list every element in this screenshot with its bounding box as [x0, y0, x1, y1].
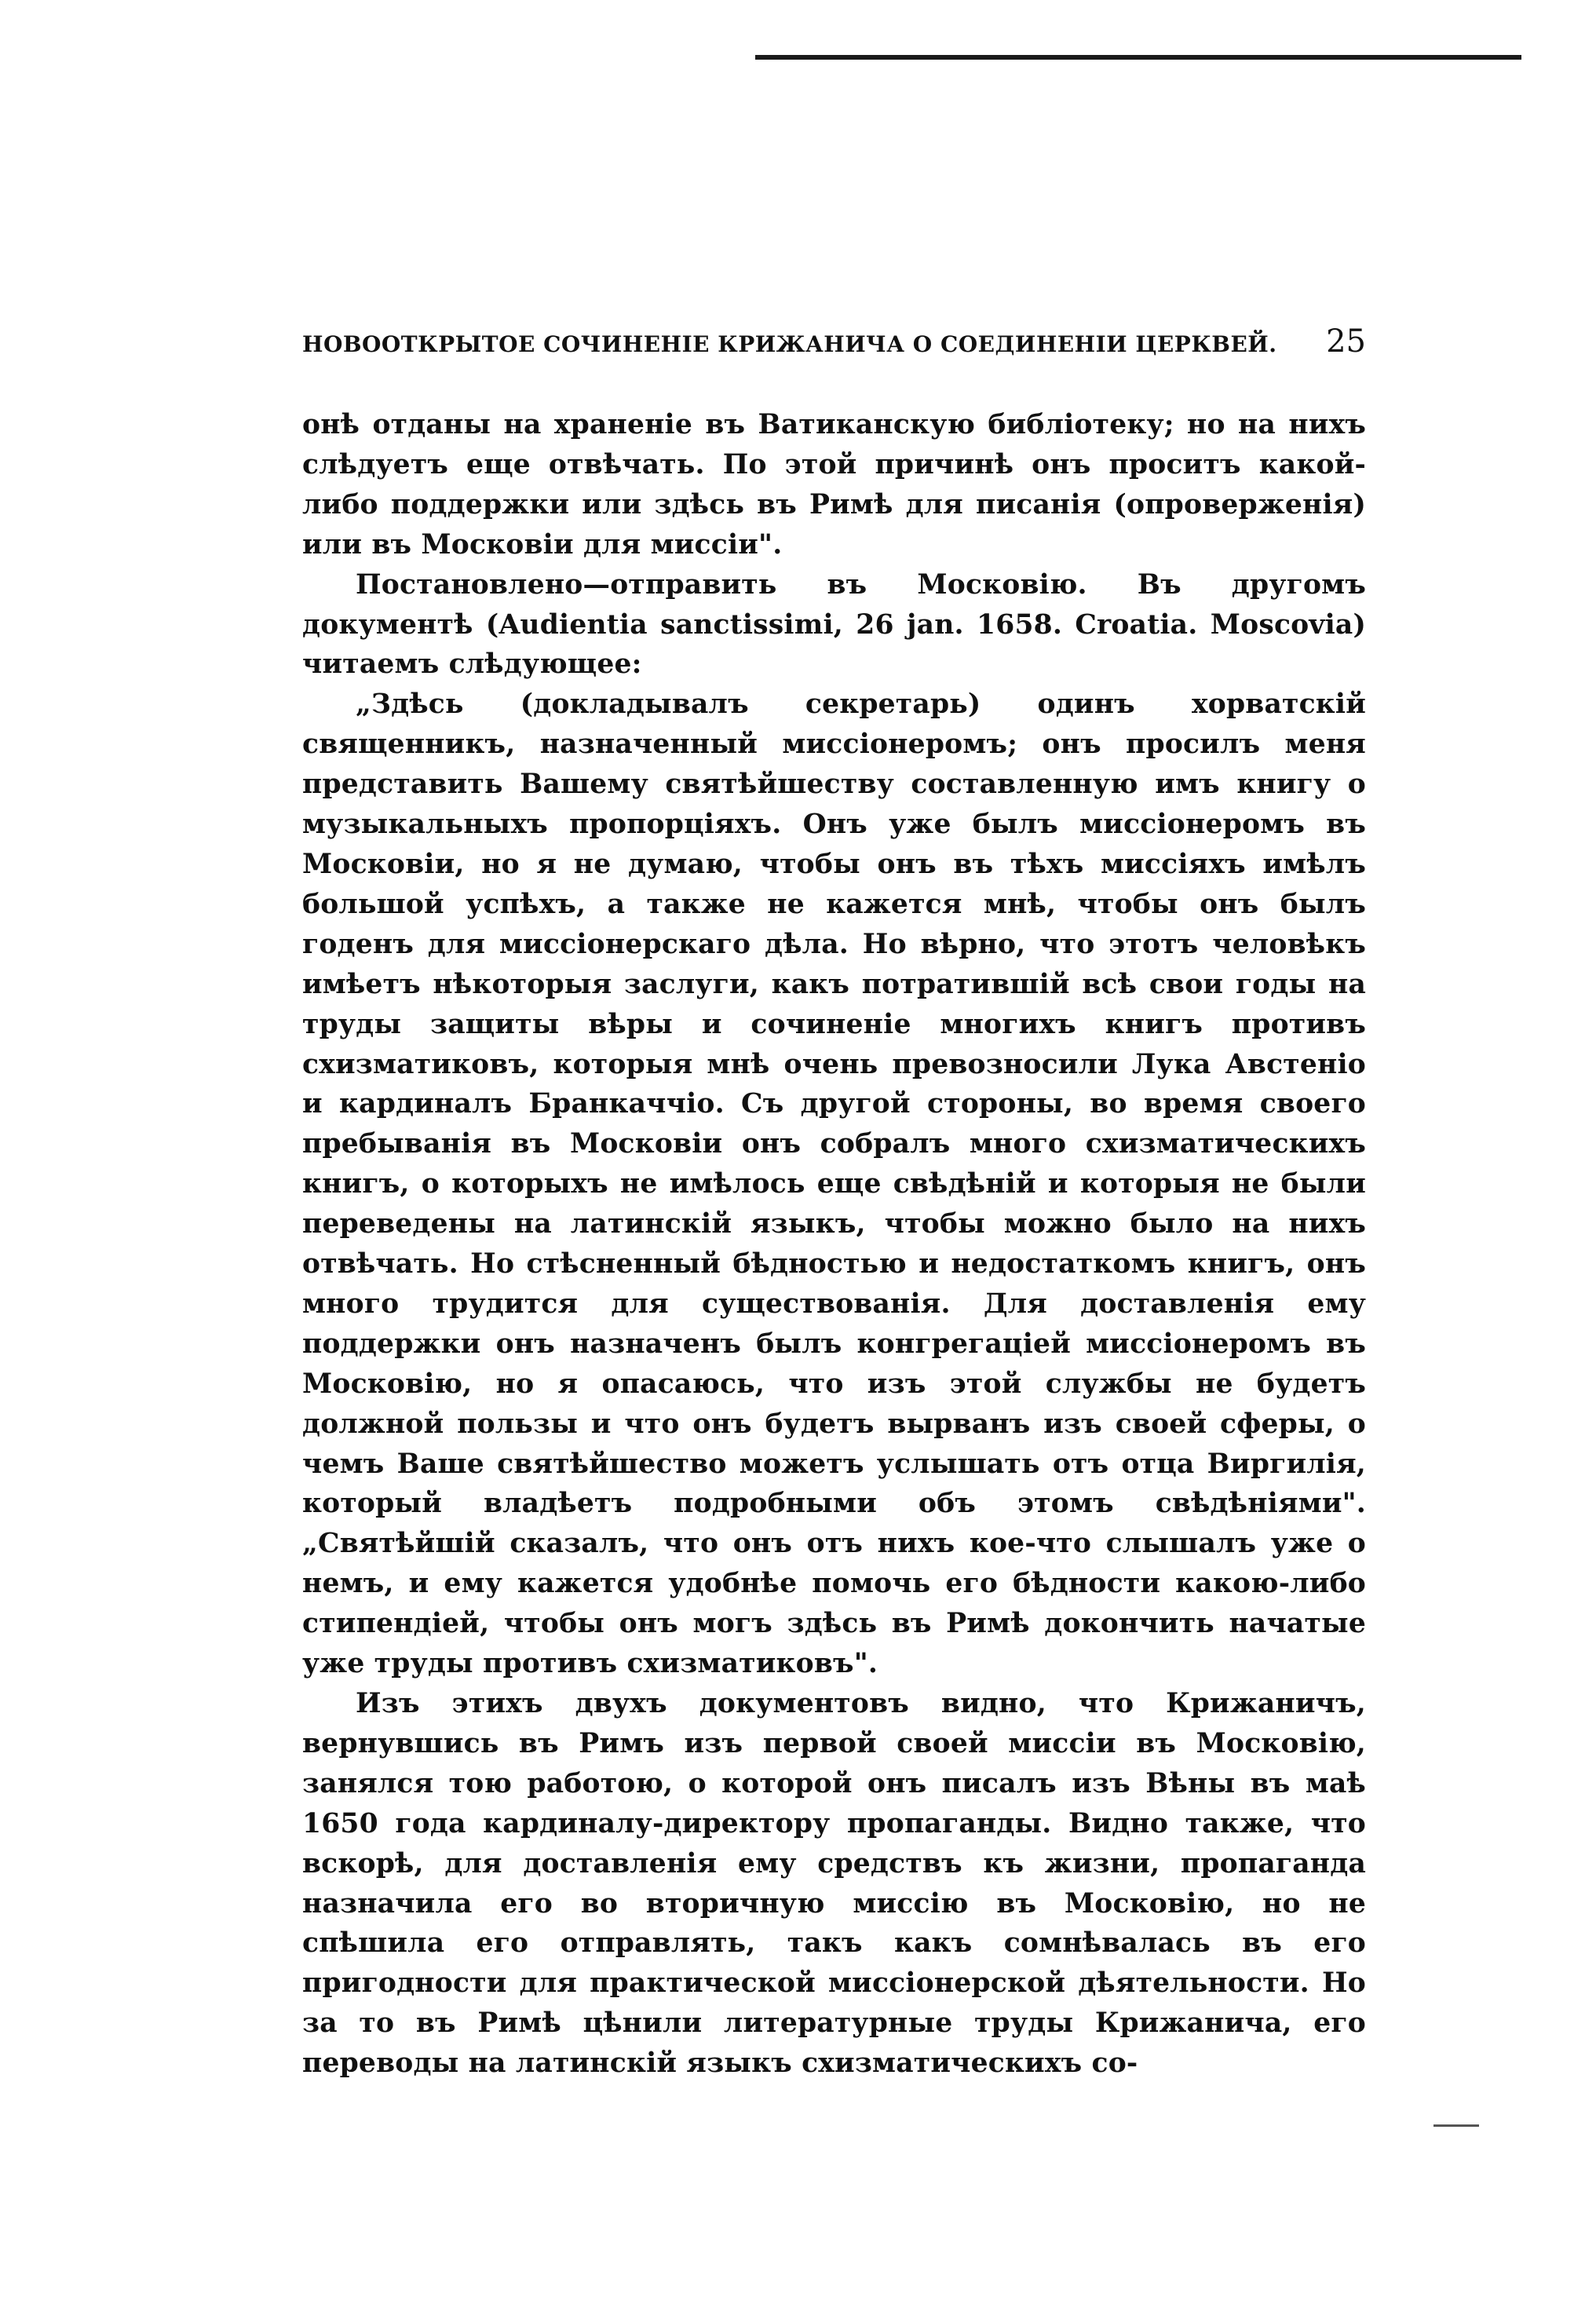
body-text	[302, 405, 1366, 2084]
paragraph-continuation: онѣ отданы на храненіе въ Ватиканскую библіотеку; но на нихъ слѣдуетъ еще отвѣчать. По этой причинѣ онъ проситъ какой-либо поддержки или здѣсь въ Римѣ для писанія (опроверженія) или въ Московіи для миссіи".	[302, 409, 1366, 561]
paragraph-resolution: Постановлено—отправить въ Московію. Въ другомъ документѣ (Audientia sanctissimi, 26 jan. 1658. Croatia. Moscovia) читаемъ слѣдующее:	[302, 568, 1366, 681]
paragraph-conclusion: Изъ этихъ двухъ документовъ видно, что Крижаничъ, вернувшись въ Римъ изъ первой своей миссіи въ Московію, занялся тою работою, о которой онъ писалъ изъ Вѣны въ маѣ 1650 года кардиналу-директору пропаганды. Видно также, что вскорѣ, для доставленія ему средствъ къ жизни, пропаганда назначила его во вторичную миссію въ Московію, но не спѣшила его отправлять, такъ какъ сомнѣвалась въ его пригодности для практической миссіонерской дѣятельности. Но за то въ Римѣ цѣнили литературные труды Крижанича, его переводы на латинскій языкъ схизматическихъ со-	[302, 1688, 1366, 2080]
running-head	[302, 323, 1366, 374]
page-number: 25	[1326, 323, 1366, 360]
top-rule	[755, 55, 1521, 60]
page-content	[302, 323, 1366, 2084]
paragraph-quotation: „Здѣсь (докладывалъ секретарь) одинъ хорватскій священникъ, назначенный миссіонеромъ; онъ просилъ меня представить Вашему святѣйшеству составленную имъ книгу о музыкальныхъ пропорціяхъ. Онъ уже былъ миссіонеромъ въ Московіи, но я не думаю, чтобы онъ въ тѣхъ миссіяхъ имѣлъ большой успѣхъ, а также не кажется мнѣ, чтобы онъ былъ годенъ для миссіонерскаго дѣла. Но вѣрно, что этотъ человѣкъ имѣетъ нѣкоторыя заслуги, какъ потратившій всѣ свои годы на труды защиты вѣры и сочиненіе многихъ книгъ противъ схизматиковъ, которыя мнѣ очень превозносили Лука Австенio и кардиналъ Бранкаччіо. Съ другой стороны, во время своего пребыванія въ Московіи онъ собралъ много схизматическихъ книгъ, о которыхъ не имѣлось еще свѣдѣній и которыя не были переведены на латинскій языкъ, чтобы можно было на нихъ отвѣчать. Но стѣсненный бѣдностью и недостаткомъ книгъ, онъ много трудится для существованія. Для доставленія ему поддержки онъ назначенъ былъ конгрегаціей миссіонеромъ въ Московію, но я опасаюсь, что изъ этой службы не будетъ должной пользы и что онъ будетъ вырванъ изъ своей сферы, о чемъ Ваше святѣйшество можетъ услышать отъ отца Виргилія, который владѣетъ подробными объ этомъ свѣдѣніями". „Святѣйшій сказалъ, что онъ отъ нихъ кое-что слышалъ уже о немъ, и ему кажется удобнѣе помочь его бѣдности какою-либо стипендіей, чтобы онъ могъ здѣсь въ Римѣ докончить начатые уже труды противъ схизматиковъ".	[302, 689, 1366, 1680]
bottom-mark	[1433, 2124, 1479, 2127]
running-title: НОВООТКРЫТОЕ СОЧИНЕНІЕ КРИЖАНИЧА О СОЕДИНЕНІИ ЦЕРКВЕЙ.	[302, 331, 1277, 357]
